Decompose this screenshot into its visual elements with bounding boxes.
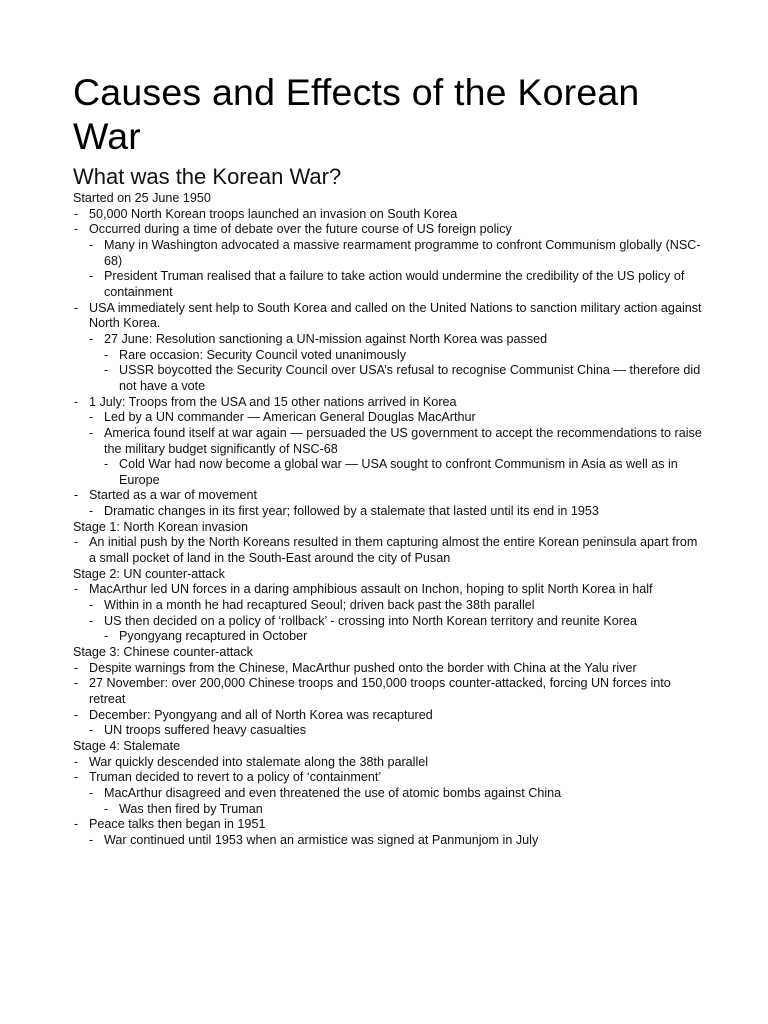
bullet-dash-icon: - (89, 598, 94, 613)
bullet-dash-icon: - (74, 770, 79, 785)
bullet-dash-icon: - (89, 832, 94, 847)
bullet-item-level-2 (73, 614, 704, 630)
line-text: 1 July: Troops from the USA and 15 other nations arrived in Korea (89, 394, 457, 409)
bullet-dash-icon: - (74, 535, 79, 550)
bullet-dash-icon: - (74, 817, 79, 832)
bullet-dash-icon: - (104, 347, 109, 362)
bullet-item-level-2 (73, 269, 704, 300)
line-text: America found itself at war again — persuaded the US government to accept the recommendations to raise the military budget significantly of NSC-68 (104, 425, 702, 456)
subheading-line (73, 191, 704, 207)
bullet-item-level-1 (73, 755, 704, 771)
bullet-dash-icon: - (74, 300, 79, 315)
bullet-dash-icon: - (89, 331, 94, 346)
bullet-dash-icon: - (74, 488, 79, 503)
line-text: An initial push by the North Koreans resulted in them capturing almost the entire Korean peninsula apart from a small pocket of land in the South-East around the city of Pusan (89, 535, 698, 566)
bullet-item-level-1 (73, 770, 704, 786)
bullet-item-level-3 (73, 629, 704, 645)
line-text: Many in Washington advocated a massive rearmament programme to confront Communism globally (NSC-68) (104, 237, 701, 268)
line-text: 27 November: over 200,000 Chinese troops and 150,000 troops counter-attacked, forcing UN forces into retreat (89, 676, 671, 706)
bullet-dash-icon: - (74, 222, 79, 237)
bullet-item-level-1 (73, 661, 704, 677)
bullet-item-level-1 (73, 535, 704, 566)
line-text: USSR boycotted the Security Council over USA’s refusal to recognise Communist China — therefore did not have a vote (119, 363, 701, 393)
line-text: UN troops suffered heavy casualties (104, 723, 307, 738)
bullet-item-level-2 (73, 410, 704, 426)
line-text: Peace talks then began in 1951 (89, 817, 266, 832)
subheading-line (73, 567, 704, 583)
bullet-dash-icon: - (89, 237, 94, 252)
bullet-item-level-2 (73, 598, 704, 614)
bullet-dash-icon: - (104, 363, 109, 378)
bullet-dash-icon: - (74, 394, 79, 409)
line-text: Occurred during a time of debate over the future course of US foreign policy (89, 222, 512, 237)
line-text: Started as a war of movement (89, 488, 257, 503)
line-text: Despite warnings from the Chinese, MacArthur pushed onto the border with China at the Yalu river (89, 660, 637, 675)
line-text: 50,000 North Korean troops launched an invasion on South Korea (89, 206, 458, 221)
bullet-dash-icon: - (89, 613, 94, 628)
bullet-item-level-1 (73, 488, 704, 504)
section-heading: What was the Korean War? (73, 164, 342, 189)
bullet-item-level-3 (73, 802, 704, 818)
line-text: War continued until 1953 when an armistice was signed at Panmunjom in July (104, 832, 539, 847)
line-text: Truman decided to revert to a policy of ‘containment’ (89, 770, 382, 785)
line-text: President Truman realised that a failure to take action would undermine the credibility of the US policy of containment (104, 269, 685, 299)
bullet-item-level-1 (73, 676, 704, 707)
bullet-item-level-1 (73, 222, 704, 238)
subheading-line (73, 520, 704, 536)
document-title: Causes and Effects of the Korean War (73, 71, 640, 157)
bullet-dash-icon: - (89, 723, 94, 738)
line-text: 27 June: Resolution sanctioning a UN-mission against North Korea was passed (104, 331, 548, 346)
bullet-dash-icon: - (89, 425, 94, 440)
bullet-item-level-2 (73, 238, 704, 269)
bullet-dash-icon: - (74, 660, 79, 675)
bullet-item-level-2 (73, 833, 704, 849)
bullet-item-level-2 (73, 426, 704, 457)
line-text: US then decided on a policy of ‘rollback’ - crossing into North Korean territory and reunite Korea (104, 613, 637, 628)
bullet-dash-icon: - (74, 582, 79, 597)
bullet-item-level-3 (73, 363, 704, 394)
line-text: Within in a month he had recaptured Seoul; driven back past the 38th parallel (104, 598, 535, 613)
bullet-dash-icon: - (74, 206, 79, 221)
line-text: USA immediately sent help to South Korea and called on the United Nations to sanction military action against North Korea. (89, 300, 702, 331)
line-text: Started on 25 June 1950 (73, 191, 211, 205)
line-text: Stage 2: UN counter-attack (73, 566, 225, 581)
bullet-dash-icon: - (74, 754, 79, 769)
subheading-line (73, 645, 704, 661)
line-text: Stage 3: Chinese counter-attack (73, 645, 253, 660)
bullet-dash-icon: - (104, 629, 109, 644)
bullet-item-level-3 (73, 348, 704, 364)
line-text: Was then fired by Truman (119, 801, 263, 816)
bullet-item-level-3 (73, 457, 704, 488)
bullet-item-level-1 (73, 395, 704, 411)
line-text: Rare occasion: Security Council voted unanimously (119, 347, 406, 362)
line-text: Led by a UN commander — American General Douglas MacArthur (104, 410, 476, 425)
line-text: Pyongyang recaptured in October (119, 629, 308, 644)
bullet-item-level-2 (73, 504, 704, 520)
line-text: Dramatic changes in its first year; followed by a stalemate that lasted until its end in 1953 (104, 504, 599, 519)
bullet-item-level-1 (73, 207, 704, 223)
bullet-dash-icon: - (74, 707, 79, 722)
line-text: MacArthur led UN forces in a daring amphibious assault on Inchon, hoping to split North Korea in half (89, 582, 653, 597)
line-text: Stage 1: North Korean invasion (73, 519, 249, 534)
bullet-dash-icon: - (104, 457, 109, 472)
bullet-dash-icon: - (89, 410, 94, 425)
bullet-item-level-2 (73, 332, 704, 348)
bullet-item-level-1 (73, 708, 704, 724)
bullet-dash-icon: - (89, 785, 94, 800)
subheading-line (73, 739, 704, 755)
bullet-dash-icon: - (89, 504, 94, 519)
bullet-item-level-1 (73, 301, 704, 332)
bullet-dash-icon: - (74, 676, 79, 691)
bullet-item-level-2 (73, 786, 704, 802)
line-text: War quickly descended into stalemate along the 38th parallel (89, 754, 429, 769)
bullet-item-level-2 (73, 723, 704, 739)
line-text: MacArthur disagreed and even threatened the use of atomic bombs against China (104, 785, 562, 800)
line-text: Stage 4: Stalemate (73, 738, 181, 753)
bullet-item-level-1 (73, 582, 704, 598)
bullet-item-level-1 (73, 817, 704, 833)
line-text: December: Pyongyang and all of North Korea was recaptured (89, 707, 433, 722)
line-text: Cold War had now become a global war — USA sought to confront Communism in Asia as well as in Europe (119, 457, 678, 487)
bullet-dash-icon: - (89, 269, 94, 284)
document-body (73, 191, 704, 849)
bullet-dash-icon: - (104, 801, 109, 816)
